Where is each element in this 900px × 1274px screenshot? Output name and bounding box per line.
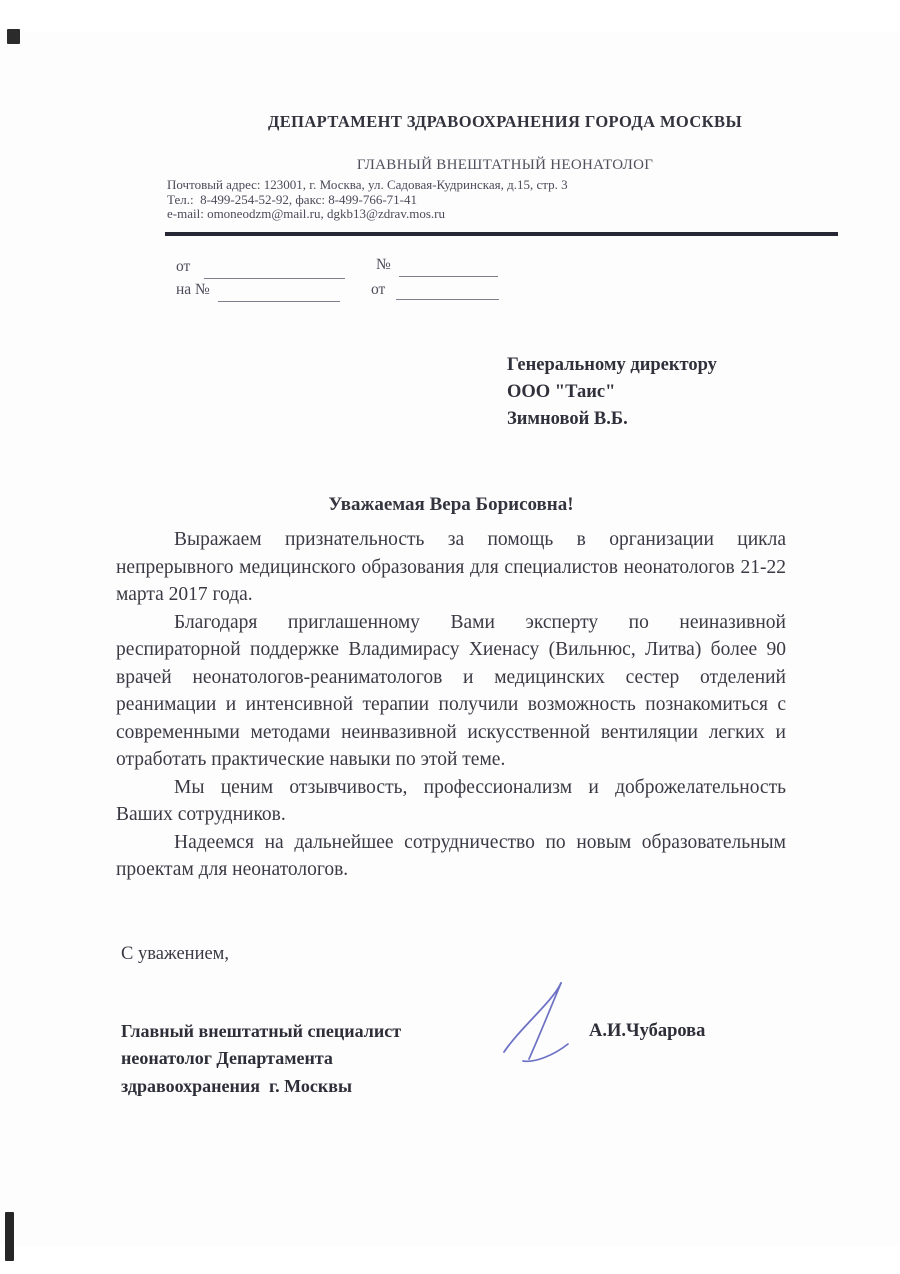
body-paragraph-1: Выражаем признательность за помощь в организации цикла непрерывного медицинского образования для специалистов неонатологов 21-22 марта 2017 года. xyxy=(116,529,786,605)
ref-on-number-label: на № xyxy=(176,281,210,298)
ref-on-number-blank-line xyxy=(218,300,340,302)
scan-artifact-top-left xyxy=(7,29,20,44)
closing-regards: С уважением, xyxy=(121,944,230,964)
recipient-company: ООО "Таис" xyxy=(507,382,616,402)
division-name: ГЛАВНЫЙ ВНЕШТАТНЫЙ НЕОНАТОЛОГ xyxy=(356,157,654,173)
ref-on-date-label: от xyxy=(371,281,386,298)
signer-title-line-1: Главный внештатный специалист xyxy=(121,1021,402,1041)
ref-number-label: № xyxy=(376,256,391,273)
recipient-position: Генеральному директору xyxy=(507,355,717,375)
letterhead-rule xyxy=(165,232,838,236)
ref-on-date-blank-line xyxy=(396,298,499,300)
signer-name: А.И.Чубарова xyxy=(589,1021,706,1041)
salutation: Уважаемая Вера Борисовна! xyxy=(328,494,574,515)
scan-artifact-bottom-left xyxy=(5,1212,14,1261)
recipient-block xyxy=(507,352,847,433)
signer-title-line-3: здравоохранения г. Москвы xyxy=(121,1075,353,1096)
body-paragraph-4: Надеемся на дальнейшее сотрудничество по новым образовательным проектам для неонатологов. xyxy=(116,831,786,880)
letterhead-contact-block xyxy=(167,178,727,222)
signature-icon xyxy=(497,979,579,1074)
ref-from-label: от xyxy=(176,258,191,275)
body-paragraph-2: Благодаря приглашенному Вами эксперту по неиназивной респираторной поддержке Владимирасу Хиенасу (Вильнюс, Литва) более 90 врачей неонатологов-реаниматологов и медицинских сестер отделений реанимации и интенсивной терапии получили возможность познакомиться с современными методами неинвазивной искусственной вентиляции легких и отработать практические навыки по этой теме. xyxy=(116,611,786,770)
ref-date-blank-line xyxy=(204,277,345,279)
phone-fax: Тел.: 8-499-254-52-92, факс: 8-499-766-71-41 xyxy=(167,191,418,207)
recipient-name: Зимновой В.Б. xyxy=(507,409,628,429)
signer-title-line-2: неонатолог Департамента xyxy=(121,1048,333,1069)
signer-title-block xyxy=(121,1018,541,1100)
email-address: e-mail: omoneodzm@mail.ru, dgkb13@zdrav.mos.ru xyxy=(167,206,445,222)
body-paragraph-3: Мы ценим отзывчивость, профессионализм и доброжелательность Ваших сотрудников. xyxy=(116,776,786,825)
department-name: ДЕПАРТАМЕНТ ЗДРАВООХРАНЕНИЯ ГОРОДА МОСКВЫ xyxy=(267,112,743,131)
postal-address: Почтовый адрес: 123001, г. Москва, ул. Садовая-Кудринская, д.15, стр. 3 xyxy=(167,177,568,192)
ref-number-blank-line xyxy=(399,275,498,277)
letter-body xyxy=(116,526,786,884)
